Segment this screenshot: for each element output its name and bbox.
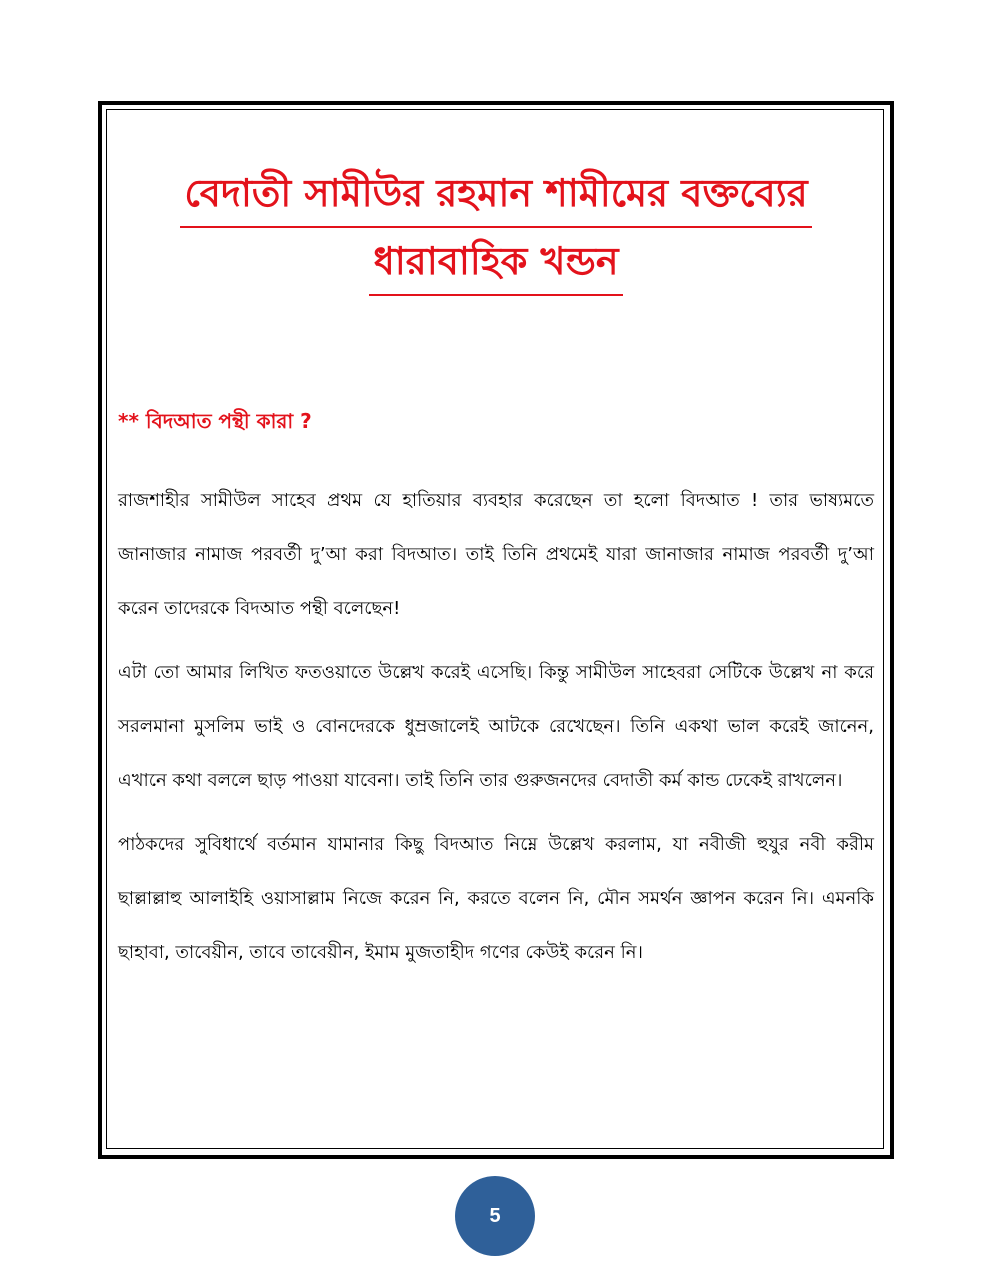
title-line-1: বেদাতী সামীউর রহমান শামীমের বক্তব্যের [180,160,811,228]
paragraph-2: এটা তো আমার লিখিত ফতওয়াতে উল্লেখ করেই এসেছি। কিন্তু সামীউল সাহেবরা সেটিকে উল্লেখ না করে সরলমানা মুসলিম ভাই ও বোনদেরকে ধুম্রজালেই আটকে রেখেছেন। তিনি একথা ভাল করেই জানেন, এখানে কথা বললে ছাড় পাওয়া যাবেনা। তাই তিনি তার গুরুজনদের বেদাতী কর্ম কান্ড ঢেকেই রাখলেন। [118,662,874,791]
section-heading: ** বিদআত পন্থী কারা ? [118,409,312,433]
paragraph-1: রাজশাহীর সামীউল সাহেব প্রথম যে হাতিয়ার ব্যবহার করেছেন তা হলো বিদআত ! তার ভাষ্যমতে জানাজার নামাজ পরবর্তী দু’আ করা বিদআত। তাই তিনি প্রথমেই যারা জানাজার নামাজ পরবর্তী দু’আ করেন তাদেরকে বিদআত পন্থী বলেছেন! [118,490,874,619]
document-title [118,160,874,296]
title-line-2: ধারাবাহিক খন্ডন [369,228,622,296]
page-content [118,160,874,980]
paragraph-3: পাঠকদের সুবিধার্থে বর্তমান যামানার কিছু বিদআত নিম্নে উল্লেখ করলাম, যা নবীজী হুযুর নবী করীম ছাল্লাল্লাহু আলাইহি ওয়াসাল্লাম নিজে করেন নি, করতে বলেন নি, মৌন সমর্থন জ্ঞাপন করেন নি। এমনকি ছাহাবা, তাবেয়ীন, তাবে তাবেয়ীন, ইমাম মুজতাহীদ গণের কেউই করেন নি। [118,834,874,963]
page-number: 5 [489,1204,501,1227]
page-number-badge [455,1176,535,1256]
